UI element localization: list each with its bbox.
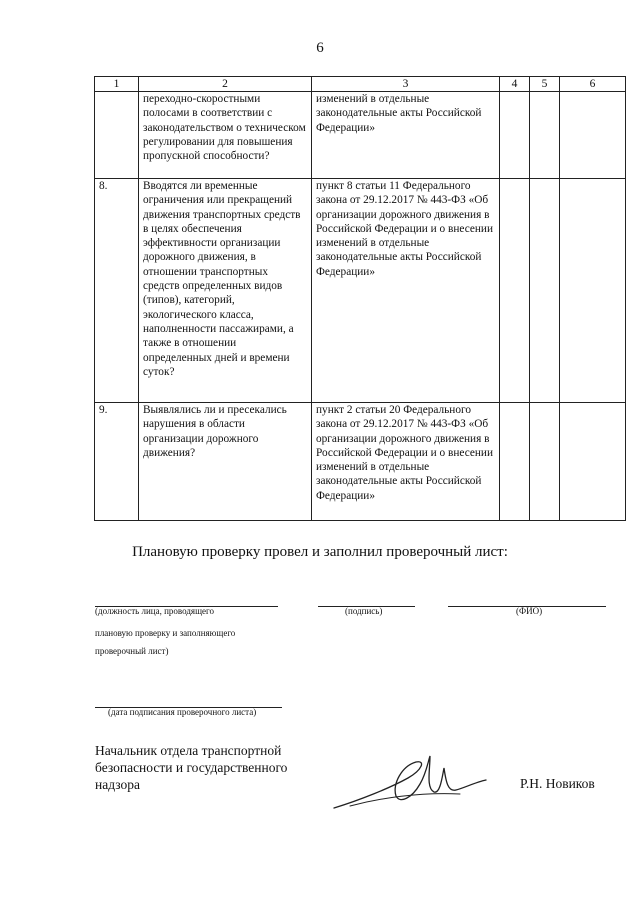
row-question: переходно-скоростными полосами в соответствии с законодательством о техническом регулировании для повышения пропускной способности?	[139, 92, 312, 179]
column-header: 2	[139, 77, 312, 92]
column-header: 1	[95, 77, 139, 92]
name-caption: (ФИО)	[516, 606, 543, 616]
row-reference: пункт 2 статьи 20 Федерального закона от 29.12.2017 № 443-ФЗ «Об организации дорожного движения в Российской Федерации и о внесении изменений в отдельные законодательные акты Российской Федерации»	[312, 403, 500, 521]
column-header: 4	[500, 77, 530, 92]
row-reference: пункт 8 статьи 11 Федерального закона от 29.12.2017 № 443-ФЗ «Об организации дорожного движения в Российской Федерации и о внесении изменений в отдельные законодательные акты Российской Федерации»	[312, 179, 500, 403]
signatory-title-line: безопасности и государственного	[95, 760, 288, 775]
signatory-title-line: Начальник отдела транспортной	[95, 743, 282, 758]
signatory-name: Р.Н. Новиков	[520, 776, 595, 791]
position-caption-1: (должность лица, проводящего	[95, 606, 214, 616]
answer-cell	[560, 179, 626, 403]
row-number	[95, 92, 139, 179]
position-caption-3: проверочный лист)	[95, 646, 169, 656]
signature-caption: (подпись)	[345, 606, 383, 616]
row-reference: изменений в отдельные законодательные акты Российской Федерации»	[312, 92, 500, 179]
page-number: 6	[316, 40, 324, 56]
answer-cell	[500, 403, 530, 521]
column-header: 3	[312, 77, 500, 92]
row-number: 8.	[95, 179, 139, 403]
answer-cell	[530, 179, 560, 403]
row-question: Выявлялись ли и пресекались нарушения в области организации дорожного движения?	[139, 403, 312, 521]
answer-cell	[560, 403, 626, 521]
handwritten-signature	[330, 748, 490, 816]
table-header-row	[95, 77, 626, 92]
signatory-title-line: надзора	[95, 777, 140, 792]
column-header: 5	[530, 77, 560, 92]
table-row	[95, 179, 626, 403]
date-caption: (дата подписания проверочного листа)	[108, 707, 257, 717]
table-row	[95, 403, 626, 521]
answer-cell	[530, 403, 560, 521]
completion-statement: Плановую проверку провел и заполнил проверочный лист:	[132, 544, 508, 560]
row-question: Вводятся ли временные ограничения или прекращений движения транспортных средств в целях обеспечения эффективности организации дорожного движения, в отношении транспортных средств определенных видов (типов), категорий, экологического класса, наполненности пассажирами, а также в отношении определенных дней и времени суток?	[139, 179, 312, 403]
column-header: 6	[560, 77, 626, 92]
answer-cell	[530, 92, 560, 179]
position-caption-2: плановую проверку и заполняющего	[95, 628, 236, 638]
signatory-title	[95, 742, 287, 793]
answer-cell	[500, 92, 530, 179]
table-row	[95, 92, 626, 179]
row-number: 9.	[95, 403, 139, 521]
answer-cell	[500, 179, 530, 403]
answer-cell	[560, 92, 626, 179]
checklist-table	[94, 76, 626, 521]
